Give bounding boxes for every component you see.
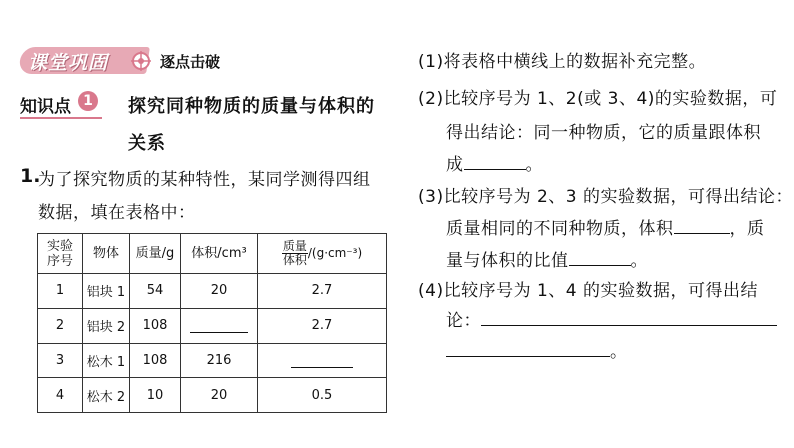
density-fraction: $\frac{\text{质量}}{\text{体积}}$ xyxy=(282,239,307,267)
knowledge-point-number: 1 xyxy=(78,91,98,111)
subquestion-4: (4)比较序号为 1、4 的实验数据，可得出结 xyxy=(418,281,759,301)
cell-volume: 20 xyxy=(181,274,258,309)
subquestion-2-answer-line: 成 。 xyxy=(446,155,543,175)
cell-seq: 3 xyxy=(38,343,83,378)
knowledge-point-title: 探究同种物质的质量与体积的 xyxy=(128,96,375,117)
table-header-row xyxy=(38,234,387,274)
header-density: $\frac{\text{质量}}{\text{体积}}$ /(g·cm⁻³) xyxy=(258,234,387,274)
fill-blank-q3-volume[interactable] xyxy=(674,218,730,234)
cell-object: 松木 2 xyxy=(83,378,130,413)
section-subtitle: 逐点击破 xyxy=(160,53,221,71)
cell-seq: 1 xyxy=(38,274,83,309)
cell-density: 2.7 xyxy=(258,274,387,309)
fill-blank-q4-a[interactable] xyxy=(481,310,777,326)
header-mass: 质量/g xyxy=(130,234,181,274)
fill-blank-density[interactable] xyxy=(291,353,353,368)
cell-object: 铝块 1 xyxy=(83,274,130,309)
header-volume: 体积/cm³ xyxy=(181,234,258,274)
header-seq: 实验 序号 xyxy=(38,234,83,274)
question-text: 为了探究物质的某种特性，某同学测得四组 xyxy=(38,170,371,190)
table-row xyxy=(38,378,387,413)
cell-object: 松木 1 xyxy=(83,343,130,378)
cell-volume: 216 xyxy=(181,343,258,378)
knowledge-point-underline xyxy=(20,117,102,119)
fill-blank-q2[interactable] xyxy=(464,154,526,170)
question-text-cont: 数据，填在表格中： xyxy=(38,203,196,223)
cell-seq: 2 xyxy=(38,308,83,343)
cell-volume: 20 xyxy=(181,378,258,413)
subquestion-3-cont2: 量与体积的比值 。 xyxy=(446,251,648,271)
fill-blank-volume[interactable] xyxy=(190,318,248,333)
cell-mass: 108 xyxy=(130,308,181,343)
knowledge-point-label: 知识点 xyxy=(20,97,71,117)
cell-mass: 108 xyxy=(130,343,181,378)
cell-density: 2.7 xyxy=(258,308,387,343)
subquestion-2-cont: 得出结论：同一种物质，它的质量跟体积 xyxy=(446,123,761,143)
subquestion-2: (2)比较序号为 1、2(或 3、4)的实验数据，可 xyxy=(418,89,778,109)
question-number: 1. xyxy=(20,165,41,187)
cell-density: 0.5 xyxy=(258,378,387,413)
table-row xyxy=(38,343,387,378)
cell-object: 铝块 2 xyxy=(83,308,130,343)
target-icon xyxy=(131,51,151,71)
data-table xyxy=(37,233,387,413)
table-row xyxy=(38,274,387,309)
fill-blank-q3-ratio[interactable] xyxy=(569,250,631,266)
section-title: 课堂巩固 xyxy=(28,52,109,74)
header-object: 物体 xyxy=(83,234,130,274)
subquestion-4-cont2: 。 xyxy=(446,337,628,362)
subquestion-3: (3)比较序号为 2、3 的实验数据，可得出结论： xyxy=(418,187,794,207)
subquestion-1: (1)将表格中横线上的数据补充完整。 xyxy=(418,52,707,72)
cell-mass: 54 xyxy=(130,274,181,309)
knowledge-point-title-cont: 关系 xyxy=(128,133,166,154)
cell-seq: 4 xyxy=(38,378,83,413)
cell-volume-blank[interactable] xyxy=(181,308,258,343)
subquestion-4-cont: 论： xyxy=(446,306,777,331)
cell-mass: 10 xyxy=(130,378,181,413)
fill-blank-q4-b[interactable] xyxy=(446,341,610,357)
cell-density-blank[interactable] xyxy=(258,343,387,378)
table-row xyxy=(38,308,387,343)
subquestion-3-cont: 质量相同的不同种物质，体积 ，质 xyxy=(446,219,765,239)
